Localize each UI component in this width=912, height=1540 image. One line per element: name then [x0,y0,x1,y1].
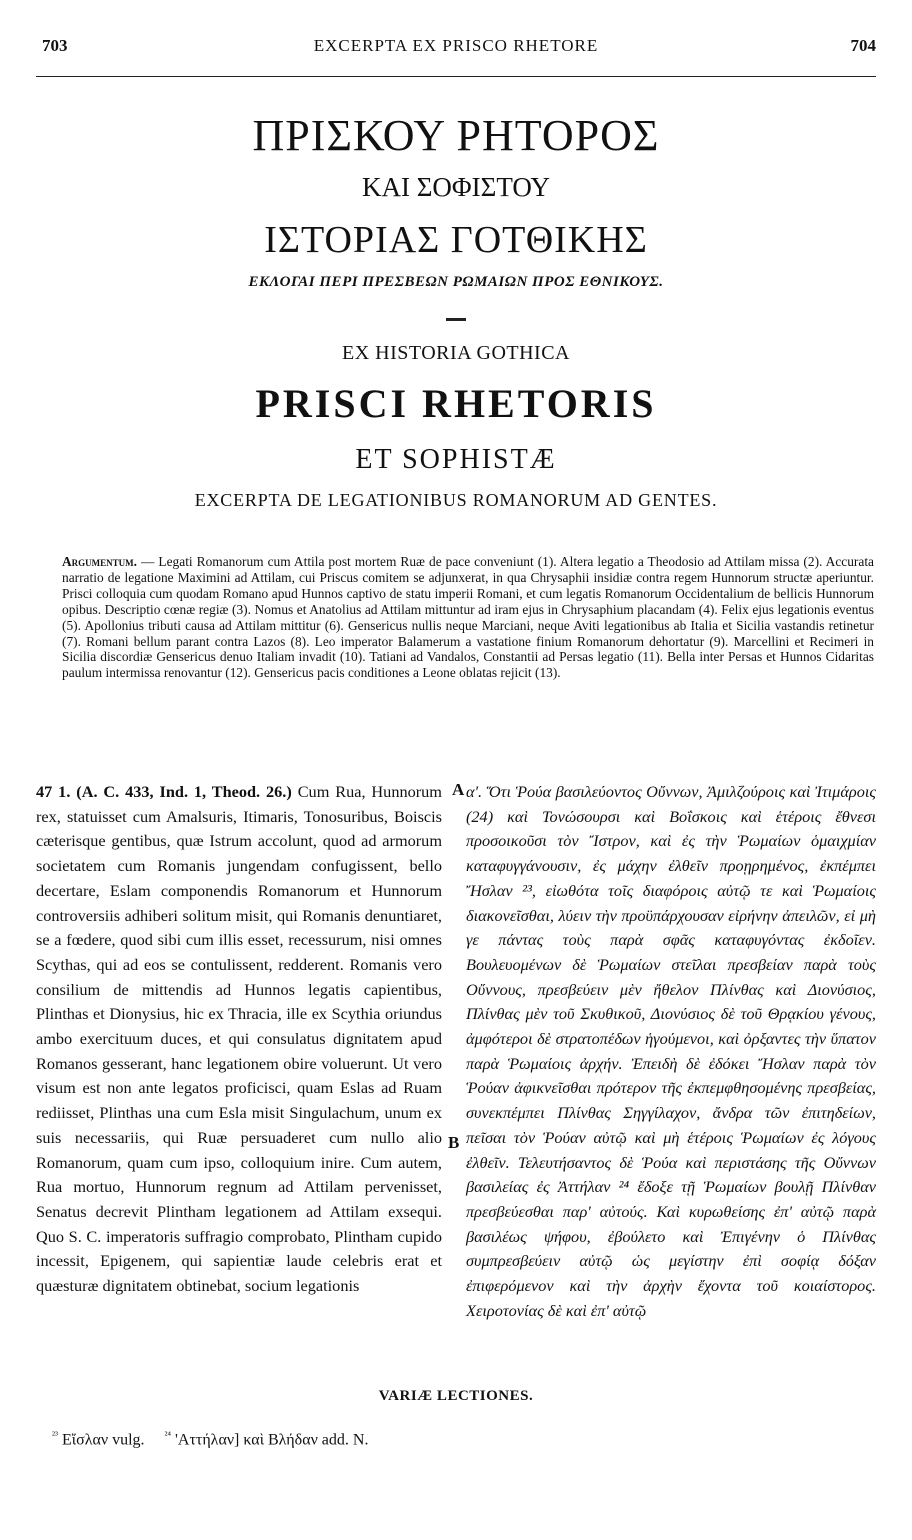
title-divider [446,318,466,321]
argument-label: Argumentum. [62,554,138,569]
running-title: EXCERPTA EX PRISCO RHETORE [313,36,599,55]
greek-title-line1: ΠΡΙΣΚΟΥ ΡΗΤΟΡΟΣ [252,111,660,160]
greek-column [466,780,876,1323]
section-lead: 1. (A. C. 433, Ind. 1, Theod. 26.) [58,782,292,801]
greek-text: α'. Ὅτι Ῥούα βασιλεύοντος Οὔννων, Ἀμιλζούροις καὶ Ἰτιμάροις (24) καὶ Τονώσουρσι καὶ Βοΐσκοις καὶ ἑτέροις ἔθνεσι προσοικοῦσι τὸν Ἴστρον, καὶ ἐς τὴν Ῥωμαίων ὁμαιχμίαν καταφυγγάνουσιν, ἐς μάχην ἐλθεῖν προῃρημένος, ἐκπέμπει Ἤσλαν ²³, εἰωθότα τοῖς διαφόροις αὐτῷ τε καὶ Ῥωμαίοις διακονεῖσθαι, λύειν τὴν προϋπάρχουσαν εἰρήνην ἀπειλῶν, εἰ μὴ γε πάντας τοὺς παρὰ σφᾶς καταφυγόντας ἐκδοῖεν. Βουλευομένων δὲ Ῥωμαίων στεῖλαι πρεσβείαν παρὰ τοὺς Οὔννους, πρεσβεύειν μὲν ἤθελον Πλίνθας καὶ Διονύσιος, Πλίνθας μὲν τοῦ Σκυθικοῦ, Διονύσιος δὲ τοῦ Θρᾳκίου γένους, ἀμφότεροι δὲ στρατοπέδων ἡγούμενοι, καὶ ὀρξαντες τὴν ὕπατον παρὰ Ῥωμαίοις ἀρχήν. Ἐπειδὴ δὲ ἐδόκει Ἤσλαν παρὰ τὸν Ῥούαν ἀφικνεῖσθαι πρότερον τῆς ἐκπεμφθησομένης πρεσβείας, συνεκπέμπει Πλίνθας Σηγγίλαχον, ἄνδρα τῶν ἐπιτηδείων, πεῖσαι τὸν Ῥούαν αὐτῷ καὶ μὴ ἑτέροις Ῥωμαίων ἐς λόγους ἐλθεῖν. Τελευτήσαντος δὲ Ῥούα καὶ περιστάσης τῆς Οὔννων βασιλείας ἐς Ἀττήλαν ²⁴ ἔδοξε τῇ Ῥωμαίων βουλῇ Πλίνθαν πρεσβεύεσθαι παρ' αὐτούς. Καὶ κυρωθείσης ἐπ' αὐτῷ παρὰ βασιλέως ψήφου, ἐβούλετο καὶ Ἐπιγένην ὁ Πλίνθας συμπρεσβεύειν αὐτῷ ὡς μεγίστην ἐπὶ σοφίᾳ δόξαν ἐπιφερόμενον καὶ τὴν ἀρχὴν ἔχοντα τοῦ κοιαίστορος. Χειροτονίας δὲ καὶ ἐπ' αὐτῷ [466,782,876,1320]
page-number-right: 704 [850,36,876,55]
latin-column [36,780,442,1299]
section-number: 47 [36,782,53,801]
header-rule [36,76,876,77]
greek-subtitle: ΕΚΛΟΓΑΙ ΠΕΡΙ ΠΡΕΣΒΕΩΝ ΡΩΜΑΙΩΝ ΠΡΟΣ ΕΘΝΙΚΟΥΣ. [248,274,664,290]
greek-title-line3: ΙΣΤΟΡΙΑΣ ΓΟΤΘΙΚΗΣ [264,219,648,261]
argument-paragraph [62,554,874,681]
note-number-24: ²⁴ [164,1430,172,1441]
variae-heading: VARIÆ LECTIONES. [378,1388,534,1404]
variae-notes [52,1430,368,1449]
margin-letter-a: A [452,780,465,799]
page-number-left: 703 [42,36,68,55]
latin-title-line3: ET SOPHISTÆ [355,444,557,475]
latin-text: Cum Rua, Hunnorum rex, statuisset cum Amalsuris, Itimaris, Tonosuribus, Boiscis cæterisque gentibus, quæ Istrum accolunt, quod ad armorum societatem cum Romanis jungendam confugissent, bello decertare, Eslam componendis Romanorum et Hunnorum controversiis adhiberi solitum misit, qui Romanis denuntiaret, se a fœdere, quod sibi cum illis esset, recessurum, nisi omnes Scythas, qui ad eos se contulissent, redderent. Romanis vero consilium de mittendis ad Hunnos legatis capientibus, Plinthas et Dionysius, hic ex Thracia, ille ex Scythia oriundus ambo exercituum duces, et qui consulatus dignitatem apud Romanos gesserant, hanc legationem obire voluerunt. Ut vero visum est non ante legatos proficisci, quam Eslas ad Ruam rediisset, Plinthas una cum Esla misit Singulachum, unum ex suis necessariis, qui Ruæ persuaderet cum nullo alio Romanorum, quam cum ipso, colloquium inire. Cum autem, Rua mortuo, Hunnorum regnum ad Attilam pervenisset, Senatus decrevit Plintham legationem ad Attilam exsequi. Quo S. C. imperatoris suffragio comprobato, Plintham cupido incessit, Epigenem, qui sapientiæ laude celebris erat et quæsturæ dignitatem obtinebat, socium legationis [36,782,442,1296]
latin-title-line2: PRISCI RHETORIS [255,381,657,426]
margin-letter-b: B [448,1133,460,1152]
latin-subtitle: EXCERPTA DE LEGATIONIBUS ROMANORUM AD GENTES. [194,490,718,510]
note-24: 'Αττήλαν] καὶ Βλήδαν add. N. [175,1431,369,1449]
note-23: Εἴσλαν vulg. [62,1431,145,1449]
note-number-23: ²³ [52,1430,58,1441]
running-head [0,36,912,60]
latin-title-line1: EX HISTORIA GOTHICA [341,342,570,364]
argument-text: — Legati Romanorum cum Attila post mortem Ruæ de pace conveniunt (1). Altera legatio a Theodosio ad Attilam missa (2). Accurata narratio de legatione Maximini ad Attilam, cui Priscus comitem se adjunxerat, in qua Chrysaphii insidiæ contra regem Hunnorum structæ aperiuntur. Prisci colloquia cum quodam Romano apud Hunnos captivo de statu imperii Romani, et cum legatis Romanorum Occidentalium de bellicis Hunnorum opibus. Descriptio cœnæ regiæ (3). Nomus et Anatolius ad Attilam mittuntur ad iram ejus in Chrysaphium placandam (4). Felix ejus legationis eventus (5). Apollonius tributi causa ad Attilam mittitur (6). Gensericus nullis neque Marciani, neque Aviti legationibus ab Italia et Sicilia vastandis retinetur (7). Romani bellum parant contra Lazos (8). Leo imperator Balamerum a vastatione finium Romanorum dehortatur (9). Marcellini et Recimeri in Sicilia discordiæ Gensericus denuo Italiam invadit (10). Tatiani ad Vandalos, Constantii ad Persas legatio (11). Bella inter Persas et Hunnos Cidaritas paulum intermissa renovantur (12). Gensericus pacis conditiones a Leone oblatas rejicit (13). [62,554,874,681]
greek-title-line2: ΚΑΙ ΣΟΦΙΣΤΟΥ [361,172,551,202]
